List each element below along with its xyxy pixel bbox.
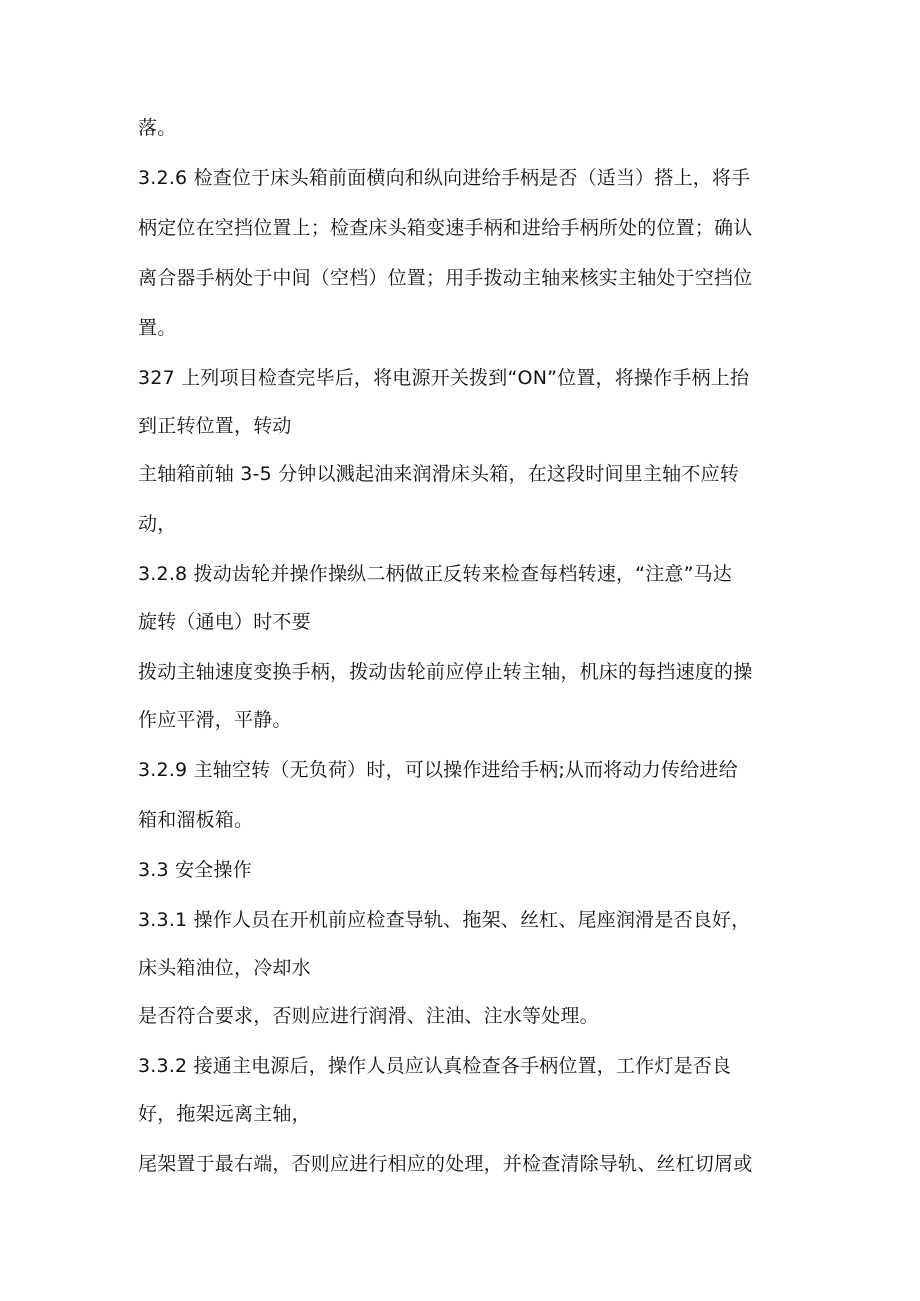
section-3-2-6-line: 3.2.6 检查位于床头箱前面横向和纵向进给手柄是否（适当）搭上，将手 bbox=[138, 167, 751, 189]
text-line: 尾架置于最右端，否则应进行相应的处理，并检查清除导轨、丝杠切屑或 bbox=[138, 1153, 753, 1175]
text-line: 好，拖架远离主轴， bbox=[138, 1103, 311, 1125]
text-line: 主轴箱前轴 3-5 分钟以溅起油来润滑床头箱，在这段时间里主轴不应转 bbox=[138, 463, 739, 485]
text-line: 落。 bbox=[138, 117, 177, 139]
text-line: 置。 bbox=[138, 317, 177, 339]
text-line: 作应平滑，平静。 bbox=[138, 709, 292, 731]
text-line: 床头箱油位，冷却水 bbox=[138, 957, 311, 979]
text-line: 离合器手柄处于中间（空档）位置；用手拨动主轴来核实主轴处于空挡位 bbox=[138, 267, 753, 289]
text-line: 柄定位在空挡位置上；检查床头箱变速手柄和进给手柄所处的位置；确认 bbox=[138, 217, 753, 239]
section-3-3-2-line: 3.3.2 接通主电源后，操作人员应认真检查各手柄位置，工作灯是否良 bbox=[138, 1055, 732, 1077]
text-line: 箱和溜板箱。 bbox=[138, 809, 254, 831]
text-line: 旋转（通电）时不要 bbox=[138, 611, 311, 633]
text-line: 拨动主轴速度变换手柄，拨动齿轮前应停止转主轴，机床的每挡速度的操 bbox=[138, 661, 753, 683]
section-3-2-9-line: 3.2.9 主轴空转（无负荷）时，可以操作进给手柄;从而将动力传给进给 bbox=[138, 759, 738, 781]
section-3-2-7-line: 327 上列项目检查完毕后，将电源开关拨到“ON”位置，将操作手柄上抬 bbox=[138, 367, 750, 389]
text-line: 动， bbox=[138, 513, 177, 535]
text-line: 到正转位置，转动 bbox=[138, 415, 292, 437]
section-3-2-8-line: 3.2.8 拨动齿轮并操作操纵二柄做正反转来检查每档转速，“注意”马达 bbox=[138, 563, 733, 585]
section-3-3-1-line: 3.3.1 操作人员在开机前应检查导轨、拖架、丝杠、尾座润滑是否良好， bbox=[138, 909, 751, 931]
section-3-3-heading: 3.3 安全操作 bbox=[138, 859, 252, 881]
text-line: 是否符合要求，否则应进行润滑、注油、注水等处理。 bbox=[138, 1005, 599, 1027]
